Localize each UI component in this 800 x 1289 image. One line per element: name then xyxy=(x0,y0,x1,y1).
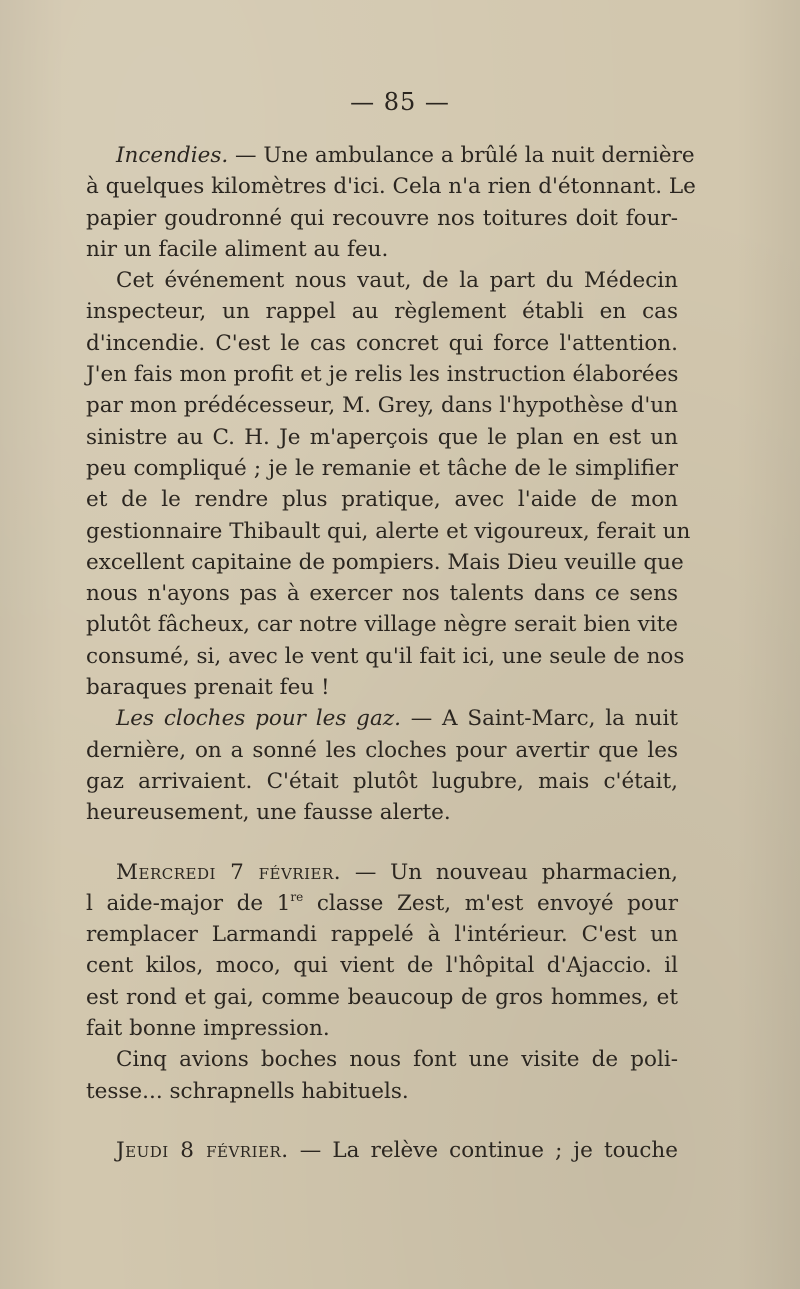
paragraph-incendies xyxy=(86,140,696,265)
page-number: — 85 — xyxy=(350,88,450,116)
paragraph-evenement xyxy=(86,265,691,703)
text-fragment: — Un nouveau pharmacien, xyxy=(341,859,678,885)
paragraph-jeudi xyxy=(86,1135,678,1166)
paragraph-avions xyxy=(86,1044,678,1107)
text-fragment: classe Zest, m'est envoyé pour xyxy=(303,890,678,916)
paragraph-cloches xyxy=(86,703,678,828)
date-heading: Mercredi 7 février. xyxy=(116,859,342,885)
page-body xyxy=(86,140,696,1166)
text-line: d'incendie. C'est le cas concret qui force l'attention. xyxy=(86,330,678,356)
text-line: papier goudronné qui recouvre nos toitures doit four- xyxy=(86,205,678,231)
text-line: à quelques kilomètres d'ici. Cela n'a rien d'étonnant. Le xyxy=(86,174,696,200)
section-gap xyxy=(86,829,678,857)
text-line: par mon prédécesseur, M. Grey, dans l'hypothèse d'un xyxy=(86,393,678,419)
text-line xyxy=(86,140,695,171)
text-line: nir un facile aliment au feu. xyxy=(86,236,389,262)
text-line: consumé, si, avec le vent qu'il fait ici, une seule de nos xyxy=(86,643,685,669)
text-line xyxy=(86,703,678,734)
text-line: et de le rendre plus pratique, avec l'aide de mon xyxy=(86,487,678,513)
text-line: est rond et gai, comme beaucoup de gros hommes, et xyxy=(86,984,678,1010)
text-line: tesse... schrapnells habituels. xyxy=(86,1078,409,1104)
text-line: gaz arrivaient. C'était plutôt lugubre, mais c'était, xyxy=(86,768,678,794)
text-line: J'en fais mon profit et je relis les instruction élaborées xyxy=(86,362,679,388)
text-line xyxy=(86,1135,678,1166)
text-line: gestionnaire Thibault qui, alerte et vigoureux, ferait un xyxy=(86,518,691,544)
text-line: sinistre au C. H. Je m'aperçois que le plan en est un xyxy=(86,424,678,450)
date-heading: Jeudi 8 février. xyxy=(116,1137,289,1163)
section-title: Incendies. xyxy=(116,143,229,168)
text-line: plutôt fâcheux, car notre village nègre serait bien vite xyxy=(86,612,678,638)
text-line: excellent capitaine de pompiers. Mais Dieu veuille que xyxy=(86,549,684,575)
text-line: peu compliqué ; je le remanie et tâche de le simplifier xyxy=(86,455,678,481)
section-gap xyxy=(86,1107,678,1135)
superscript: re xyxy=(290,889,304,904)
text-line: Cinq avions boches nous font une visite de poli- xyxy=(116,1047,678,1073)
text-line: inspecteur, un rappel au règlement établi en cas xyxy=(86,299,678,325)
text-line: dernière, on a sonné les cloches pour avertir que les xyxy=(86,737,678,763)
text-line xyxy=(86,857,678,888)
text-line: Cet événement nous vaut, de la part du Médecin xyxy=(116,268,678,294)
text-fragment: — A Saint-Marc, la nuit xyxy=(400,706,679,732)
text-fragment: — Une ambulance a brûlé la nuit dernière xyxy=(228,143,695,168)
text-line: baraques prenait feu ! xyxy=(86,675,330,701)
paragraph-mercredi xyxy=(86,857,678,1045)
text-line xyxy=(86,888,678,919)
text-line: fait bonne impression. xyxy=(86,1016,330,1042)
text-line: heureusement, une fausse alerte. xyxy=(86,800,451,826)
text-line: cent kilos, moco, qui vient de l'hôpital d'Ajaccio. il xyxy=(86,953,678,979)
text-fragment: — La relève continue ; je touche xyxy=(288,1137,678,1163)
text-line: nous n'ayons pas à exercer nos talents dans ce sens xyxy=(86,581,678,607)
text-fragment: l aide-major de 1 xyxy=(86,890,291,916)
section-title: Les cloches pour les gaz. xyxy=(116,706,401,732)
text-line: remplacer Larmandi rappelé à l'intérieur. C'est un xyxy=(86,922,678,948)
